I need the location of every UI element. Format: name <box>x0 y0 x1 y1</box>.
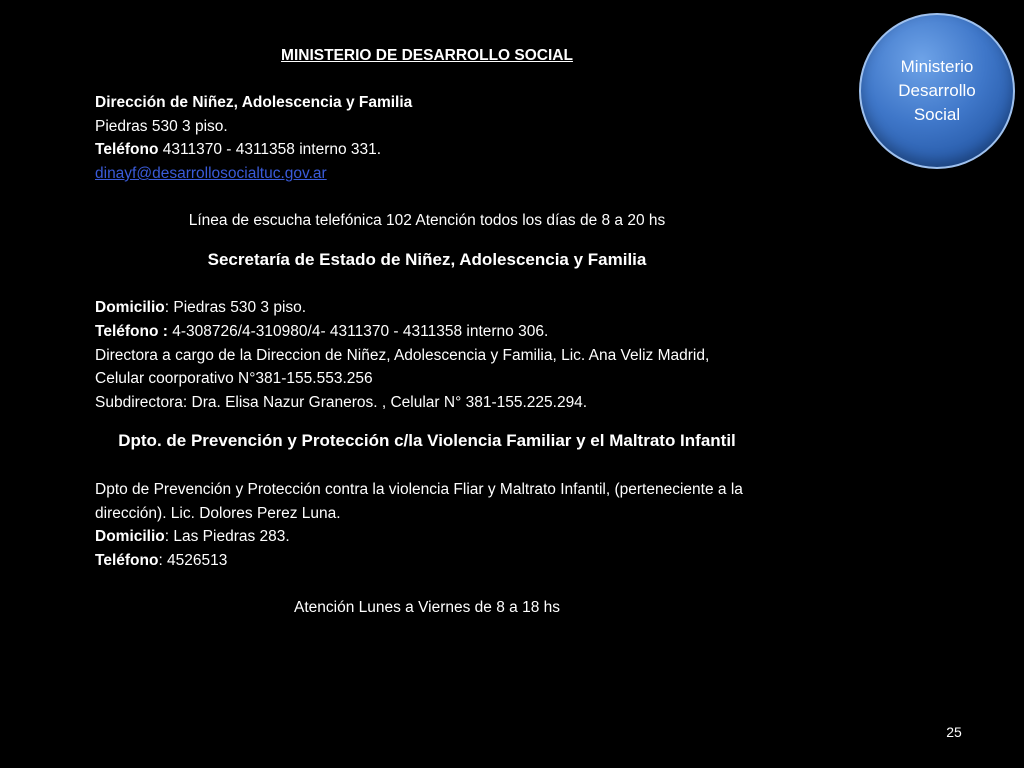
departamento-description: Dpto de Prevención y Protección contra la violencia Fliar y Maltrato Infantil, (perteneciente a la dirección). Lic. Dolores Perez Luna. <box>95 480 743 522</box>
ministerio-badge-label: Ministerio Desarrollo Social <box>898 57 976 124</box>
page-number: 25 <box>946 724 962 740</box>
secretaria-domicilio <box>95 296 759 320</box>
direccion-phone-label: Teléfono <box>95 141 159 159</box>
departamento-heading: Dpto. de Prevención y Protección c/la Violencia Familiar y el Maltrato Infantil <box>118 431 736 451</box>
secretaria-domicilio-value: : Piedras 530 3 piso. <box>164 299 307 317</box>
direccion-phone-value: 4311370 - 4311358 interno 331. <box>158 141 382 159</box>
secretaria-domicilio-label: Domicilio <box>95 299 165 317</box>
secretaria-subdirectora: Subdirectora: Dra. Elisa Nazur Graneros. , Celular N° 381-155.225.294. <box>95 393 588 411</box>
departamento-phone-value: : 4526513 <box>158 551 228 569</box>
ministerio-badge <box>859 13 1015 169</box>
secretaria-heading: Secretaría de Estado de Niñez, Adolescencia y Familia <box>207 249 647 269</box>
departamento-domicilio-label: Domicilio <box>95 528 165 546</box>
departamento-phone <box>95 549 759 573</box>
direccion-phone <box>95 138 759 162</box>
hotline-text: Línea de escucha telefónica 102 Atención todos los días de 8 a 20 hs <box>188 212 666 230</box>
secretaria-phone-label: Teléfono : <box>95 322 168 340</box>
direccion-address: Piedras 530 3 piso. <box>95 117 228 135</box>
departamento-domicilio <box>95 525 759 549</box>
direccion-email-link[interactable]: dinayf@desarrollosocialtuc.gov.ar <box>95 164 327 182</box>
secretaria-phone <box>95 320 759 344</box>
secretaria-phone-value: 4-308726/4-310980/4- 4311370 - 4311358 interno 306. <box>167 322 549 340</box>
secretaria-directora: Directora a cargo de la Direccion de Niñez, Adolescencia y Familia, Lic. Ana Veliz Madrid, Celular coorporativo N°381-155.553.256 <box>95 346 710 388</box>
departamento-domicilio-value: : Las Piedras 283. <box>164 528 290 546</box>
direccion-name: Dirección de Niñez, Adolescencia y Familia <box>95 94 413 112</box>
departamento-phone-label: Teléfono <box>95 551 159 569</box>
slide-title: MINISTERIO DE DESARROLLO SOCIAL <box>281 47 573 64</box>
slide-content <box>95 44 759 619</box>
departamento-hours: Atención Lunes a Viernes de 8 a 18 hs <box>294 598 560 616</box>
